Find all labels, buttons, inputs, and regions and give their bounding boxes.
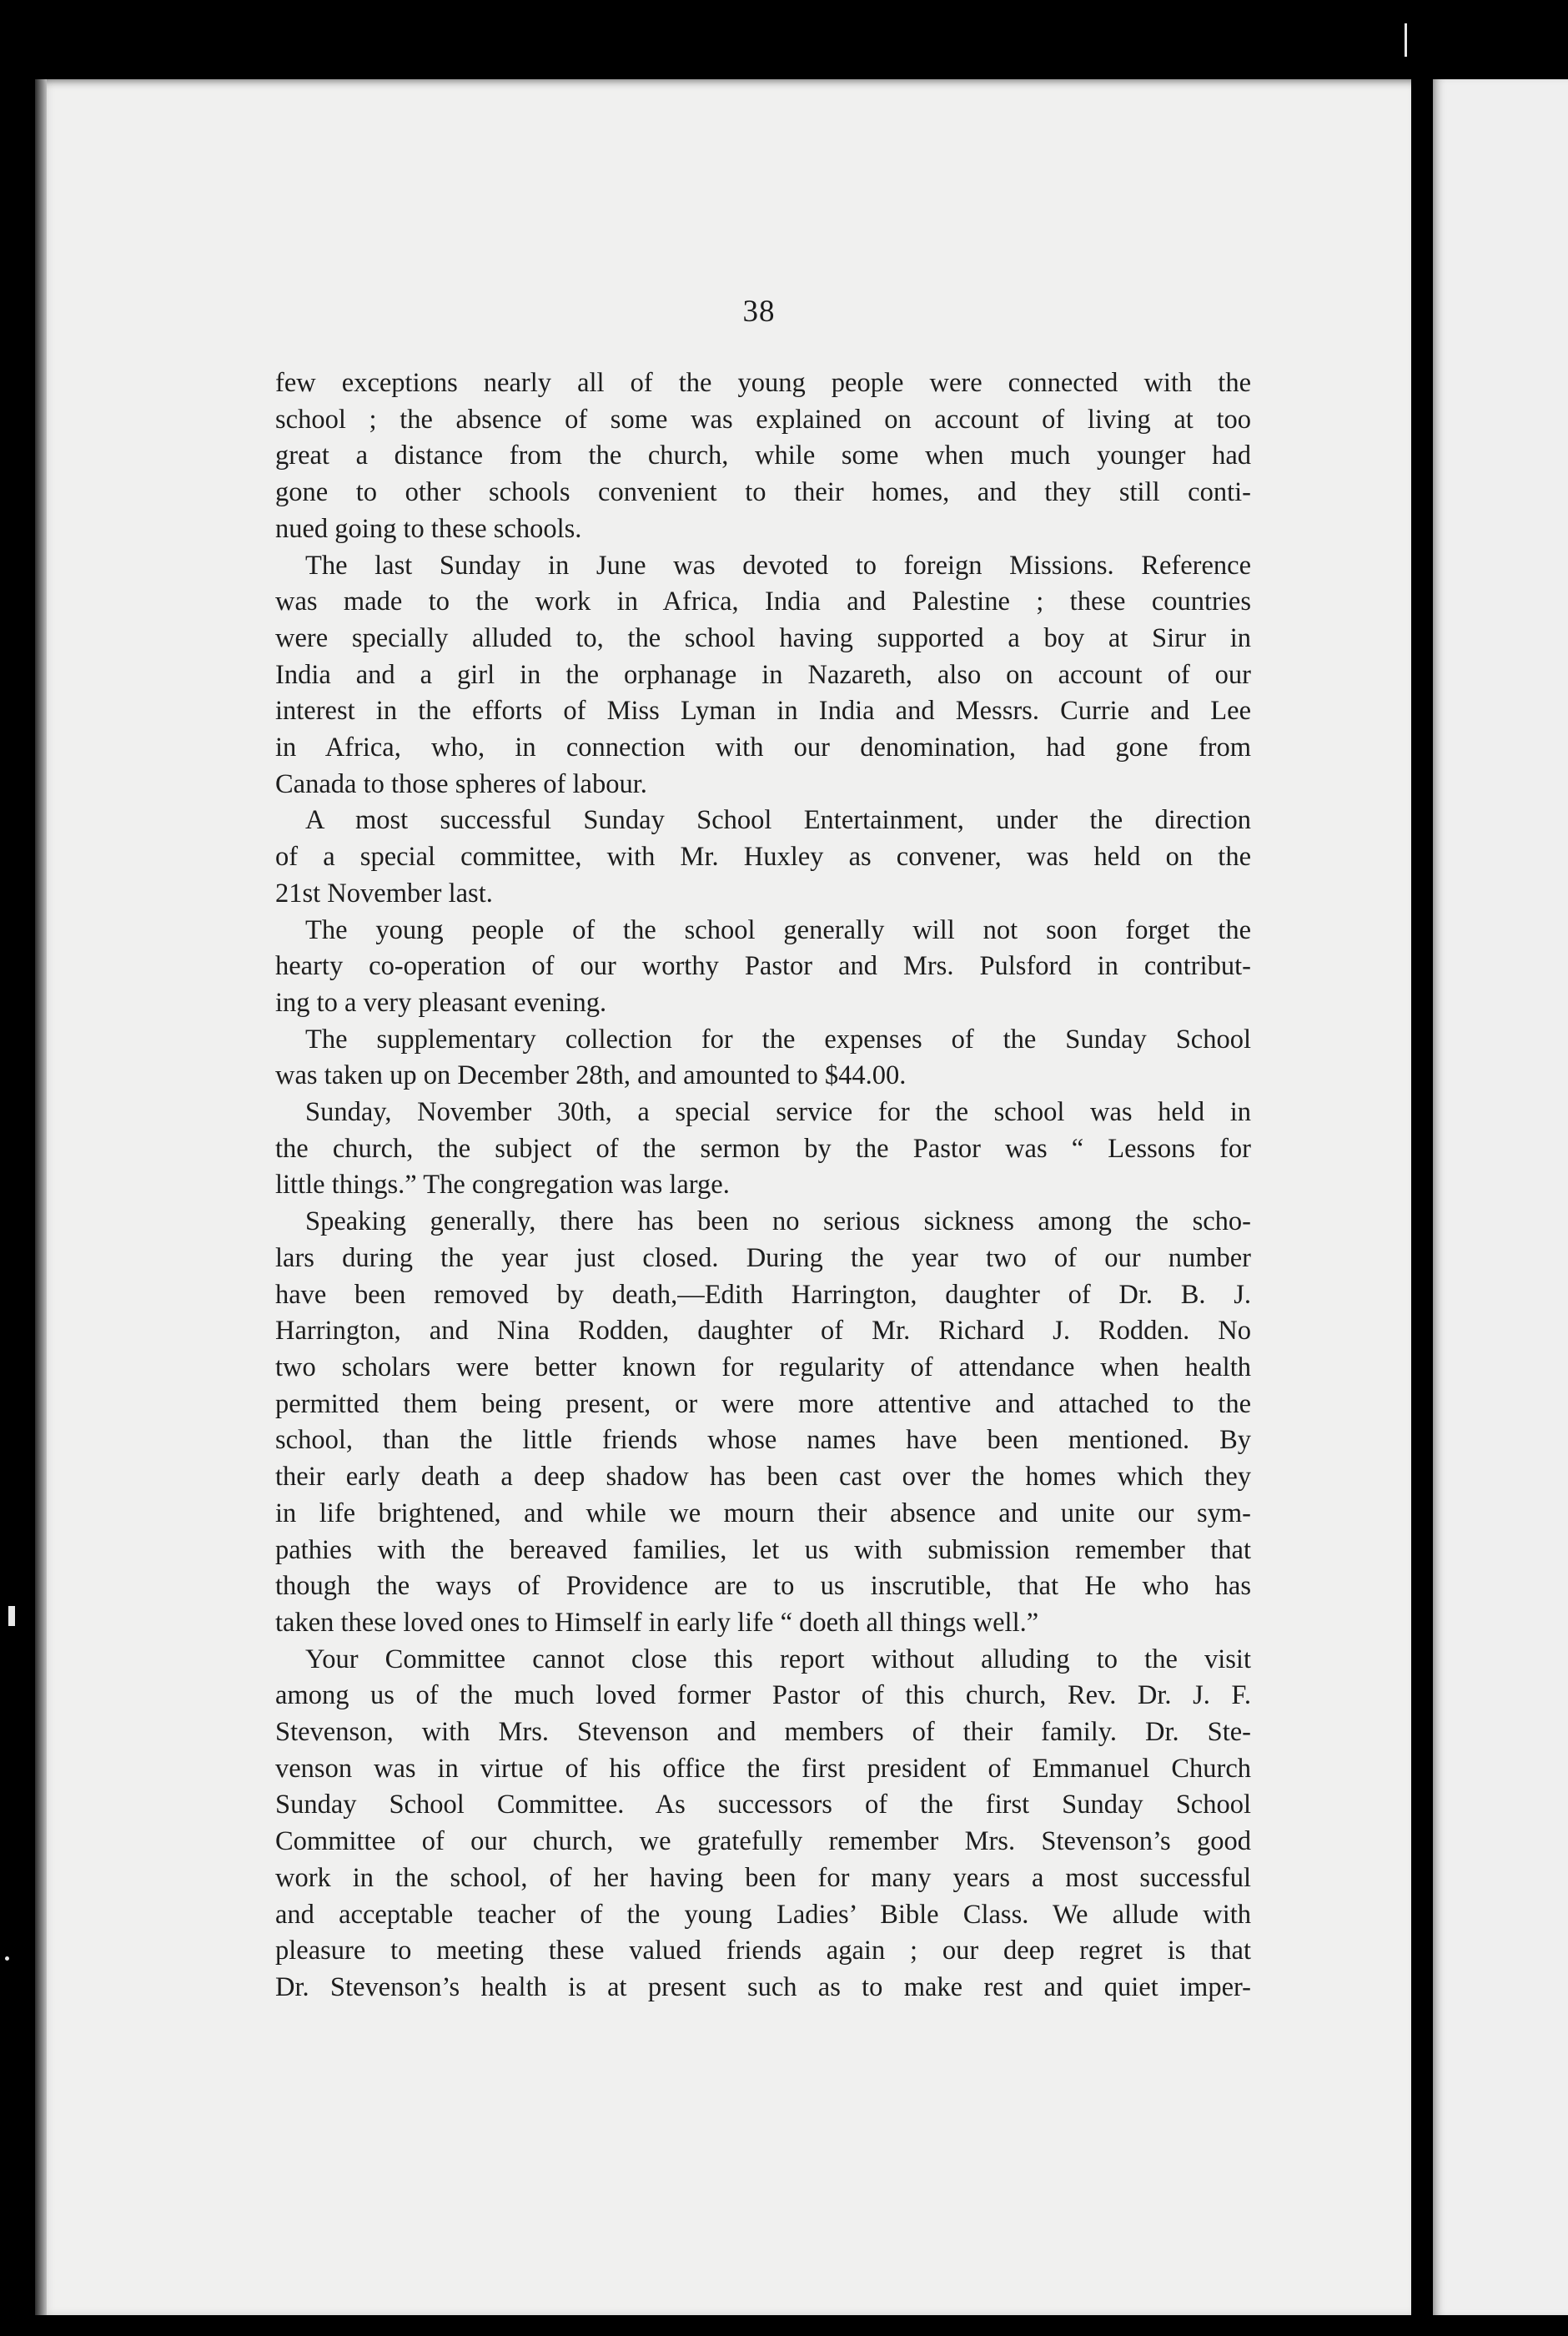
text-line: lars during the year just closed. During the year two of our number xyxy=(275,1242,1251,1273)
text-line: hearty co-operation of our worthy Pastor and Mrs. Pulsford in contribut- xyxy=(275,951,1251,982)
text-line: were specially alluded to, the school having supported a boy at Sirur in xyxy=(275,622,1251,653)
text-line: pathies with the bereaved families, let us with submission remember that xyxy=(275,1534,1251,1565)
text-line: Sunday School Committee. As successors of the first Sunday School xyxy=(275,1790,1251,1820)
text-line: Committee of our church, we gratefully remember Mrs. Stevenson’s good xyxy=(275,1826,1251,1857)
page-binding-edge xyxy=(35,79,47,2315)
paragraph-7 xyxy=(275,1204,1251,1641)
body-text xyxy=(275,365,1251,2006)
text-line: ing to a very pleasant evening. xyxy=(275,987,607,1018)
paragraph-5 xyxy=(275,1022,1251,1095)
text-line: the church, the subject of the sermon by the Pastor was “ Lessons for xyxy=(275,1133,1251,1164)
text-line: gone to other schools convenient to their homes, and they still conti- xyxy=(275,477,1251,508)
text-line: among us of the much loved former Pastor of this church, Rev. Dr. J. F. xyxy=(275,1680,1251,1711)
text-line: venson was in virtue of his office the first president of Emmanuel Church xyxy=(275,1753,1251,1784)
paragraph-8 xyxy=(275,1642,1251,2006)
text-line: was taken up on December 28th, and amounted to $44.00. xyxy=(275,1060,907,1091)
text-line: The last Sunday in June was devoted to foreign Missions. Reference xyxy=(305,550,1251,581)
text-line: Speaking generally, there has been no serious sickness among the scho- xyxy=(305,1206,1251,1237)
text-line: and acceptable teacher of the young Ladies’ Bible Class. We allude with xyxy=(275,1899,1251,1930)
text-line: 21st November last. xyxy=(275,878,493,909)
text-line: great a distance from the church, while some when much younger had xyxy=(275,441,1251,471)
paragraph-3 xyxy=(275,803,1251,912)
scan-speck xyxy=(8,1606,15,1626)
page-number: 38 xyxy=(742,295,776,329)
text-line: little things.” The congregation was large. xyxy=(275,1170,730,1201)
text-line: work in the school, of her having been for many years a most successful xyxy=(275,1862,1251,1893)
text-line: India and a girl in the orphanage in Nazareth, also on account of our xyxy=(275,659,1251,690)
page-right-edge xyxy=(1433,79,1568,2315)
text-line: in life brightened, and while we mourn their absence and unite our sym- xyxy=(275,1498,1251,1528)
text-line: interest in the efforts of Miss Lyman in India and Messrs. Currie and Lee xyxy=(275,696,1251,727)
text-line: Canada to those spheres of labour. xyxy=(275,768,647,799)
text-line: school ; the absence of some was explained on account of living at too xyxy=(275,404,1251,435)
paragraph-6 xyxy=(275,1095,1251,1204)
scan-speck xyxy=(5,1956,9,1961)
scan-speck xyxy=(1405,23,1407,57)
text-line: two scholars were better known for regularity of attendance when health xyxy=(275,1352,1251,1382)
text-line: pleasure to meeting these valued friends again ; our deep regret is that xyxy=(275,1936,1251,1966)
text-line: school, than the little friends whose names have been mentioned. By xyxy=(275,1425,1251,1456)
text-line: Stevenson, with Mrs. Stevenson and members of their family. Dr. Ste- xyxy=(275,1717,1251,1748)
text-line: Sunday, November 30th, a special service for the school was held in xyxy=(305,1097,1251,1128)
text-line: Your Committee cannot close this report without alluding to the visit xyxy=(305,1644,1251,1674)
text-line: though the ways of Providence are to us inscrutible, that He who has xyxy=(275,1571,1251,1602)
text-line: in Africa, who, in connection with our denomination, had gone from xyxy=(275,733,1251,763)
paragraph-4 xyxy=(275,913,1251,1022)
text-line: was made to the work in Africa, India and Palestine ; these countries xyxy=(275,587,1251,617)
text-line: A most successful Sunday School Entertainment, under the direction xyxy=(305,805,1251,836)
text-line: their early death a deep shadow has been cast over the homes which they xyxy=(275,1462,1251,1493)
text-line: taken these loved ones to Himself in early life “ doeth all things well.” xyxy=(275,1607,1039,1638)
paragraph-1 xyxy=(275,365,1251,548)
text-line: Dr. Stevenson’s health is at present such as to make rest and quiet imper- xyxy=(275,1971,1251,2002)
text-line: of a special committee, with Mr. Huxley as convener, was held on the xyxy=(275,842,1251,873)
text-line: few exceptions nearly all of the young people were connected with the xyxy=(275,368,1251,398)
text-line: The supplementary collection for the expenses of the Sunday School xyxy=(305,1024,1251,1055)
text-line: have been removed by death,—Edith Harrington, daughter of Dr. B. J. xyxy=(275,1279,1251,1310)
text-line: Harrington, and Nina Rodden, daughter of Mr. Richard J. Rodden. No xyxy=(275,1316,1251,1347)
text-line: nued going to these schools. xyxy=(275,513,582,544)
paragraph-2 xyxy=(275,548,1251,803)
text-line: The young people of the school generally will not soon forget the xyxy=(305,914,1251,945)
text-line: permitted them being present, or were more attentive and attached to the xyxy=(275,1388,1251,1419)
